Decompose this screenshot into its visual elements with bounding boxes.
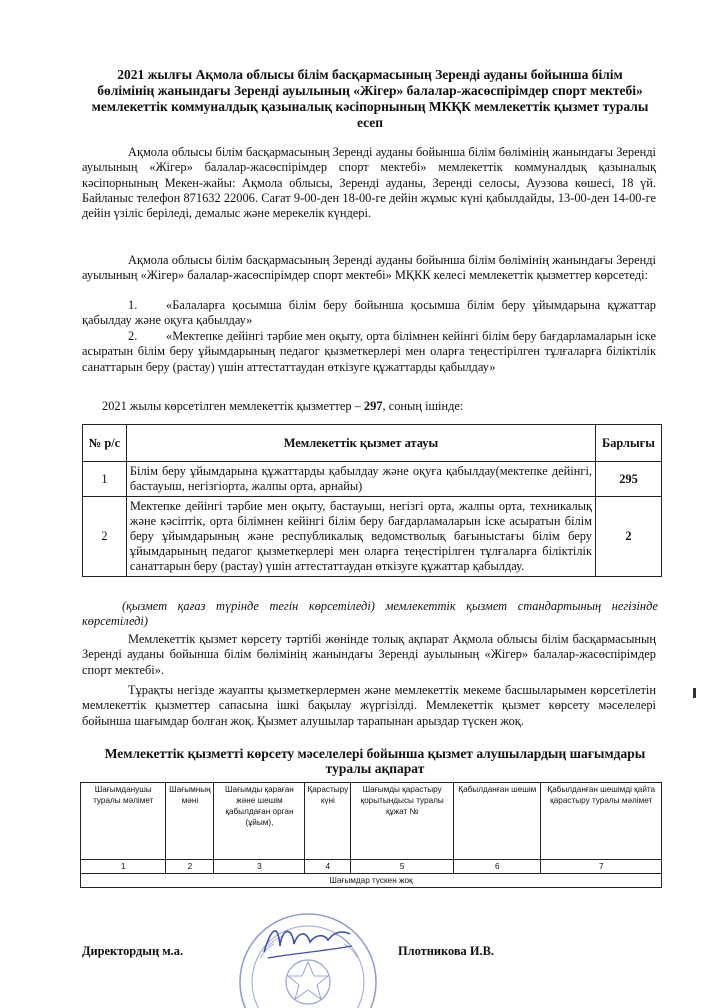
table-row — [83, 462, 662, 497]
service-item-2-text: «Мектепке дейінгі тәрбие мен оқыту, орта білімнен кейінгі білім беру бағдарламаларын іске асыратын білім беру ұйымдарының педагог қызметкерлері мен оларға теңестірілген тұлғаларға біліктілік санаттарын беру (растау) үшін аттестаттаудан өткізуге құжаттарды қабылдау» — [82, 329, 656, 374]
row-num: 1 — [83, 462, 127, 497]
column-number: 7 — [541, 860, 662, 874]
signature-mark — [258, 916, 358, 966]
info-paragraph-2: Тұрақты негізде жауапты қызметкерлермен және мемлекеттік мекеме басшыларымен көрсетілетін мемлекеттік қызметтер сапасына ішкі бақылау жүргізілді. Мемлекеттік қызмет көрсету мәселелері бойынша шағымдар болған жоқ. Қызмет алушылар тарапынан арыздар түскен жоқ. — [82, 683, 656, 728]
column-number: 6 — [454, 860, 541, 874]
column-number: 2 — [166, 860, 214, 874]
complaint-col-header: Қарастыру күні — [305, 783, 351, 860]
total-value: 297 — [363, 399, 383, 413]
col-header-num: № р/с — [83, 425, 127, 462]
report-title: 2021 жылғы Ақмола облысы білім басқармасының Зеренді ауданы бойынша білім бөлімінің жанындағы Зеренді ауылының «Жігер» балалар-жасөспірімдер спорт мектебі» мемлекеттік коммуналдық қазыналық кәсіпорнының МКҚК мемлекеттік қызмет туралы есеп — [91, 67, 649, 130]
row-total: 2 — [596, 497, 662, 577]
col-header-name: Мемлекеттік қызмет атауы — [126, 425, 595, 462]
scan-mark — [693, 688, 696, 698]
complaints-table — [80, 782, 662, 888]
signature-position: Директордың м.а. — [82, 944, 184, 958]
info-paragraph-1: Мемлекеттік қызмет көрсету тәртібі жөнінде толық ақпарат Ақмола облысы білім басқармасының Зеренді ауданы бойынша білім бөлімінің жанындағы Зеренді ауылының «Жігер» балалар-жасөспірімдер спорт мектебі». — [82, 632, 656, 677]
row-total: 295 — [596, 462, 662, 497]
complaint-col-header: Шағымды қараған және шешім қабылдаған орган (ұйым), — [214, 783, 305, 860]
col-header-total: Барлығы — [596, 425, 662, 462]
no-complaints-text: Шағымдар түскен жоқ — [81, 874, 662, 888]
services-table — [82, 424, 662, 577]
complaints-title: Мемлекеттік қызметті көрсету мәселелері бойынша қызмет алушылардың шағымдары туралы ақпарат — [104, 746, 646, 776]
total-suffix: , соның ішінде: — [382, 399, 464, 413]
total-prefix: 2021 жылы көрсетілген мемлекеттік қызметтер – — [102, 399, 364, 413]
address-paragraph: Ақмола облысы білім басқармасының Зеренді ауданы бойынша білім бөлімінің жанындағы Зеренді ауылының «Жігер» балалар-жасөспірімдер спорт мектебі» мемлекеттік коммуналдық қазыналық кәсіпорнының Мекен-жайы: Ақмола облысы, Зеренді ауданы, Зеренді селосы, Ауэзова көшесі, 18 үй. Байланыс телефон 871632 22006. Сағат 9-00-ден 18-00-ге дейін жұмыс күні қабылдайды, 13-00-ден 14-00-ге дейін үзіліс беріледі, демалыс және мерекелік күндері. — [82, 145, 656, 221]
row-service-name: Мектепке дейінгі тәрбие мен оқыту, бастауыш, негізгі орта, жалпы орта, техникалық және кәсіптік, орта білімнен кейінгі білім беру бағдарламаларын іске асыратын білім беру ұйымдарының және республикалық ведомстволық бағыныстағы білім беру ұйымдарының педагог қызметкерлері мен оларға теңестірілген тұлғаларға біліктілік санаттарын беру (растау) үшін аттестаттаудан өткізуге құжаттар қабылдау. — [126, 497, 595, 577]
table-row — [83, 497, 662, 577]
service-item-2 — [82, 329, 656, 375]
service-note: (қызмет қағаз түрінде тегін көрсетіледі) мемлекеттік қызмет стандартының негізінде көрсетіледі) — [82, 599, 658, 628]
complaint-col-header: Шағымданушы туралы мәлімет — [81, 783, 166, 860]
column-number: 4 — [305, 860, 351, 874]
column-number: 1 — [81, 860, 166, 874]
column-number: 3 — [214, 860, 305, 874]
services-table-header — [83, 425, 662, 462]
service-item-1-num: 1. — [128, 298, 138, 312]
complaints-number-row — [81, 860, 662, 874]
service-item-2-num: 2. — [128, 329, 138, 343]
complaint-col-header: Қабылданған шешімді қайта қарастыру туралы мәлімет — [541, 783, 662, 860]
signature-name: Плотникова И.В. — [398, 944, 494, 958]
complaint-col-header: Қабылданған шешім — [454, 783, 541, 860]
complaints-table-header — [81, 783, 662, 860]
services-intro-paragraph: Ақмола облысы білім басқармасының Зеренді ауданы бойынша білім бөлімінің жанындағы Зеренді ауылының «Жігер» балалар-жасөспірімдер спорт мектебі» МҚКК келесі мемлекеттік қызметтер көрсетеді: — [82, 253, 656, 283]
service-item-1-text: «Балаларға қосымша білім беру бойынша қосымша білім беру ұйымдарына құжаттар қабылдау және оқуға қабылдау» — [82, 298, 656, 328]
row-service-name: Білім беру ұйымдарына құжаттарды қабылдау және оқуға қабылдау(мектепке дейінгі, бастауыш, негізгіорта, жалпы орта, арнайы) — [126, 462, 595, 497]
row-num: 2 — [83, 497, 127, 577]
complaint-col-header: Шағымды қарастыру қорытындысы туралы құжат № — [351, 783, 454, 860]
service-item-1 — [82, 298, 656, 329]
complaint-col-header: Шағымның мәні — [166, 783, 214, 860]
total-services-line — [82, 399, 656, 414]
column-number: 5 — [351, 860, 454, 874]
